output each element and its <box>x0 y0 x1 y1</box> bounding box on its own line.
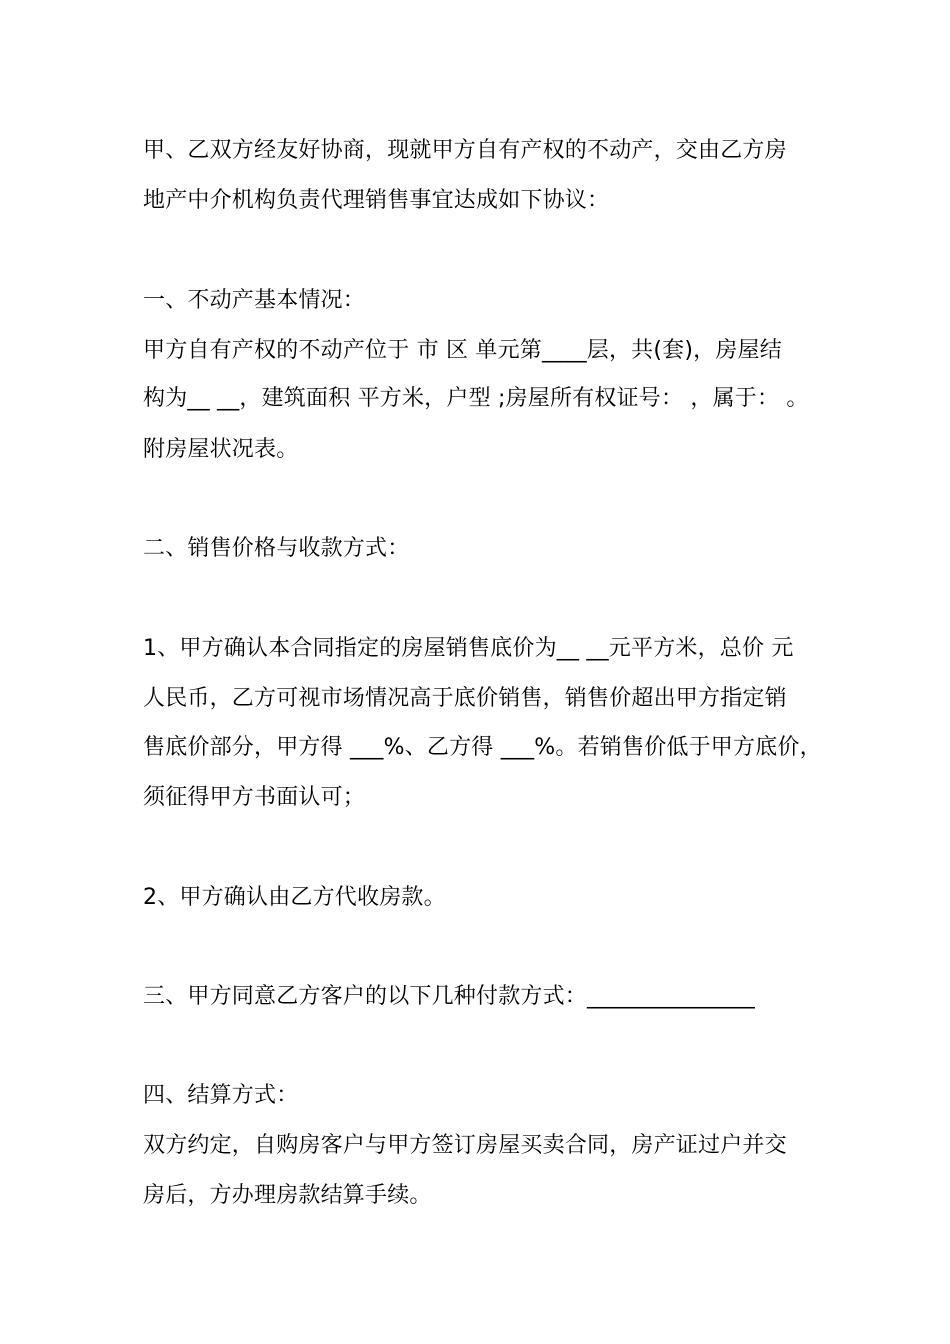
section-4-line-2: 房后，方办理房款结算手续。 <box>143 1183 432 1208</box>
section-2-heading: 二、销售价格与收款方式： <box>143 536 410 561</box>
section-2-item-1-line-1: 1、甲方确认本合同指定的房屋销售底价为__ __元平方米，总价 元 <box>143 636 794 661</box>
section-2-item-1-line-3: 售底价部分，甲方得 ___%、乙方得 ___%。若销售价低于甲方底价， <box>143 735 822 760</box>
section-1-heading: 一、不动产基本情况： <box>143 288 366 313</box>
section-2-item-1-line-2: 人民币，乙方可视市场情况高于底价销售，销售价超出甲方指定销 <box>143 686 787 711</box>
intro-line-2: 地产中介机构负责代理销售事宜达成如下协议： <box>143 188 610 213</box>
section-3-heading: 三、甲方同意乙方客户的以下几种付款方式：_______________ <box>143 984 756 1009</box>
section-4-heading: 四、结算方式： <box>143 1083 299 1108</box>
section-2-item-2: 2、甲方确认由乙方代收房款。 <box>143 885 446 910</box>
intro-line-1: 甲、乙双方经友好协商，现就甲方自有产权的不动产，交由乙方房 <box>143 138 787 163</box>
section-2-item-1-line-4: 须征得甲方书面认可； <box>143 785 366 810</box>
section-4-line-1: 双方约定，自购房客户与甲方签订房屋买卖合同，房产证过户并交 <box>143 1133 787 1158</box>
section-1-line-2: 构为__ __，建筑面积 平方米，户型 ;房屋所有权证号： ，属于： 。 <box>143 386 809 411</box>
section-1-line-1: 甲方自有产权的不动产位于 市 区 单元第____层，共(套)，房屋结 <box>143 338 782 363</box>
section-1-line-3: 附房屋状况表。 <box>143 437 299 462</box>
